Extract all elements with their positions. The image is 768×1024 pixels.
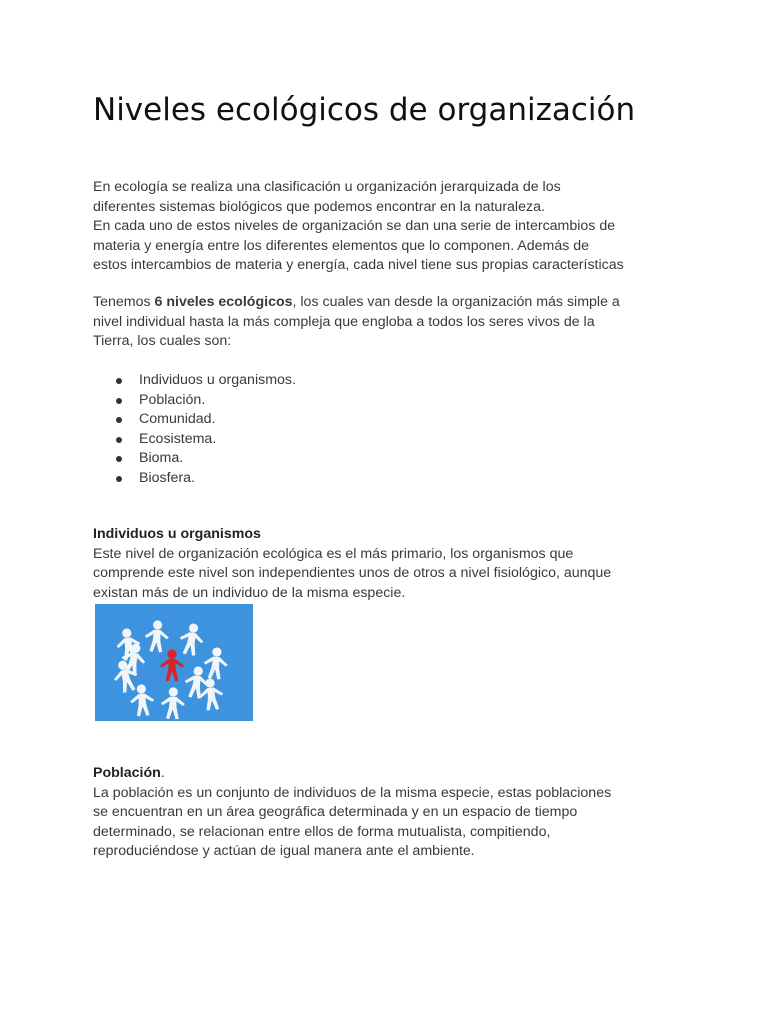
list-item: Población.: [113, 391, 296, 411]
list-item: Comunidad.: [113, 410, 296, 430]
levels-list: [113, 371, 296, 488]
intro-line: En ecología se realiza una clasificación u organización jerarquizada de los: [93, 179, 561, 195]
levels-intro-line: [93, 293, 683, 313]
section-line: reproduciéndose y actúan de igual manera ante el ambiente.: [93, 843, 475, 859]
levels-intro-suffix: , los cuales van desde la organización más simple a: [292, 294, 620, 310]
section-poblacion: [93, 764, 683, 862]
intro-line: estos intercambios de materia y energía, cada nivel tiene sus propias características: [93, 257, 624, 273]
list-item: Individuos u organismos.: [113, 371, 296, 391]
levels-intro-paragraph: [93, 293, 683, 352]
list-item: Bioma.: [113, 449, 296, 469]
section-heading: Individuos u organismos: [93, 526, 261, 542]
levels-count-bold: 6 niveles ecológicos: [154, 294, 293, 310]
intro-paragraph: [93, 178, 683, 276]
levels-intro-line: nivel individual hasta la más compleja que engloba a todos los seres vivos de la: [93, 313, 595, 330]
page-title: Niveles ecológicos de organización: [93, 92, 636, 128]
section-line: comprende este nivel son independientes unos de otros a nivel fisiológico, aunque: [93, 565, 612, 581]
intro-line: materia y energía entre los diferentes elementos que lo componen. Además de: [93, 237, 590, 254]
section-line: Este nivel de organización ecológica es el más primario, los organismos que: [93, 545, 574, 562]
section-line: La población es un conjunto de individuos de la misma especie, estas poblaciones: [93, 784, 612, 801]
levels-intro-line: Tierra, los cuales son:: [93, 333, 232, 349]
individuals-illustration: [95, 604, 253, 721]
intro-line: En cada uno de estos niveles de organización se dan una serie de intercambios de: [93, 218, 616, 234]
section-heading: Población: [93, 765, 161, 781]
section-line: determinado, se relacionan entre ellos de forma mutualista, compitiendo,: [93, 823, 551, 840]
list-item: Ecosistema.: [113, 430, 296, 450]
section-line: existan más de un individuo de la misma especie.: [93, 584, 406, 601]
levels-intro-prefix: Tenemos: [93, 294, 155, 310]
section-line: se encuentran en un área geográfica determinada y en un espacio de tiempo: [93, 804, 578, 820]
section-individuos: [93, 525, 683, 603]
intro-line: diferentes sistemas biológicos que podemos encontrar en la naturaleza.: [93, 198, 545, 215]
section-heading-line: [93, 764, 683, 784]
section-heading-suffix: .: [160, 765, 165, 781]
list-item: Biosfera.: [113, 469, 296, 489]
